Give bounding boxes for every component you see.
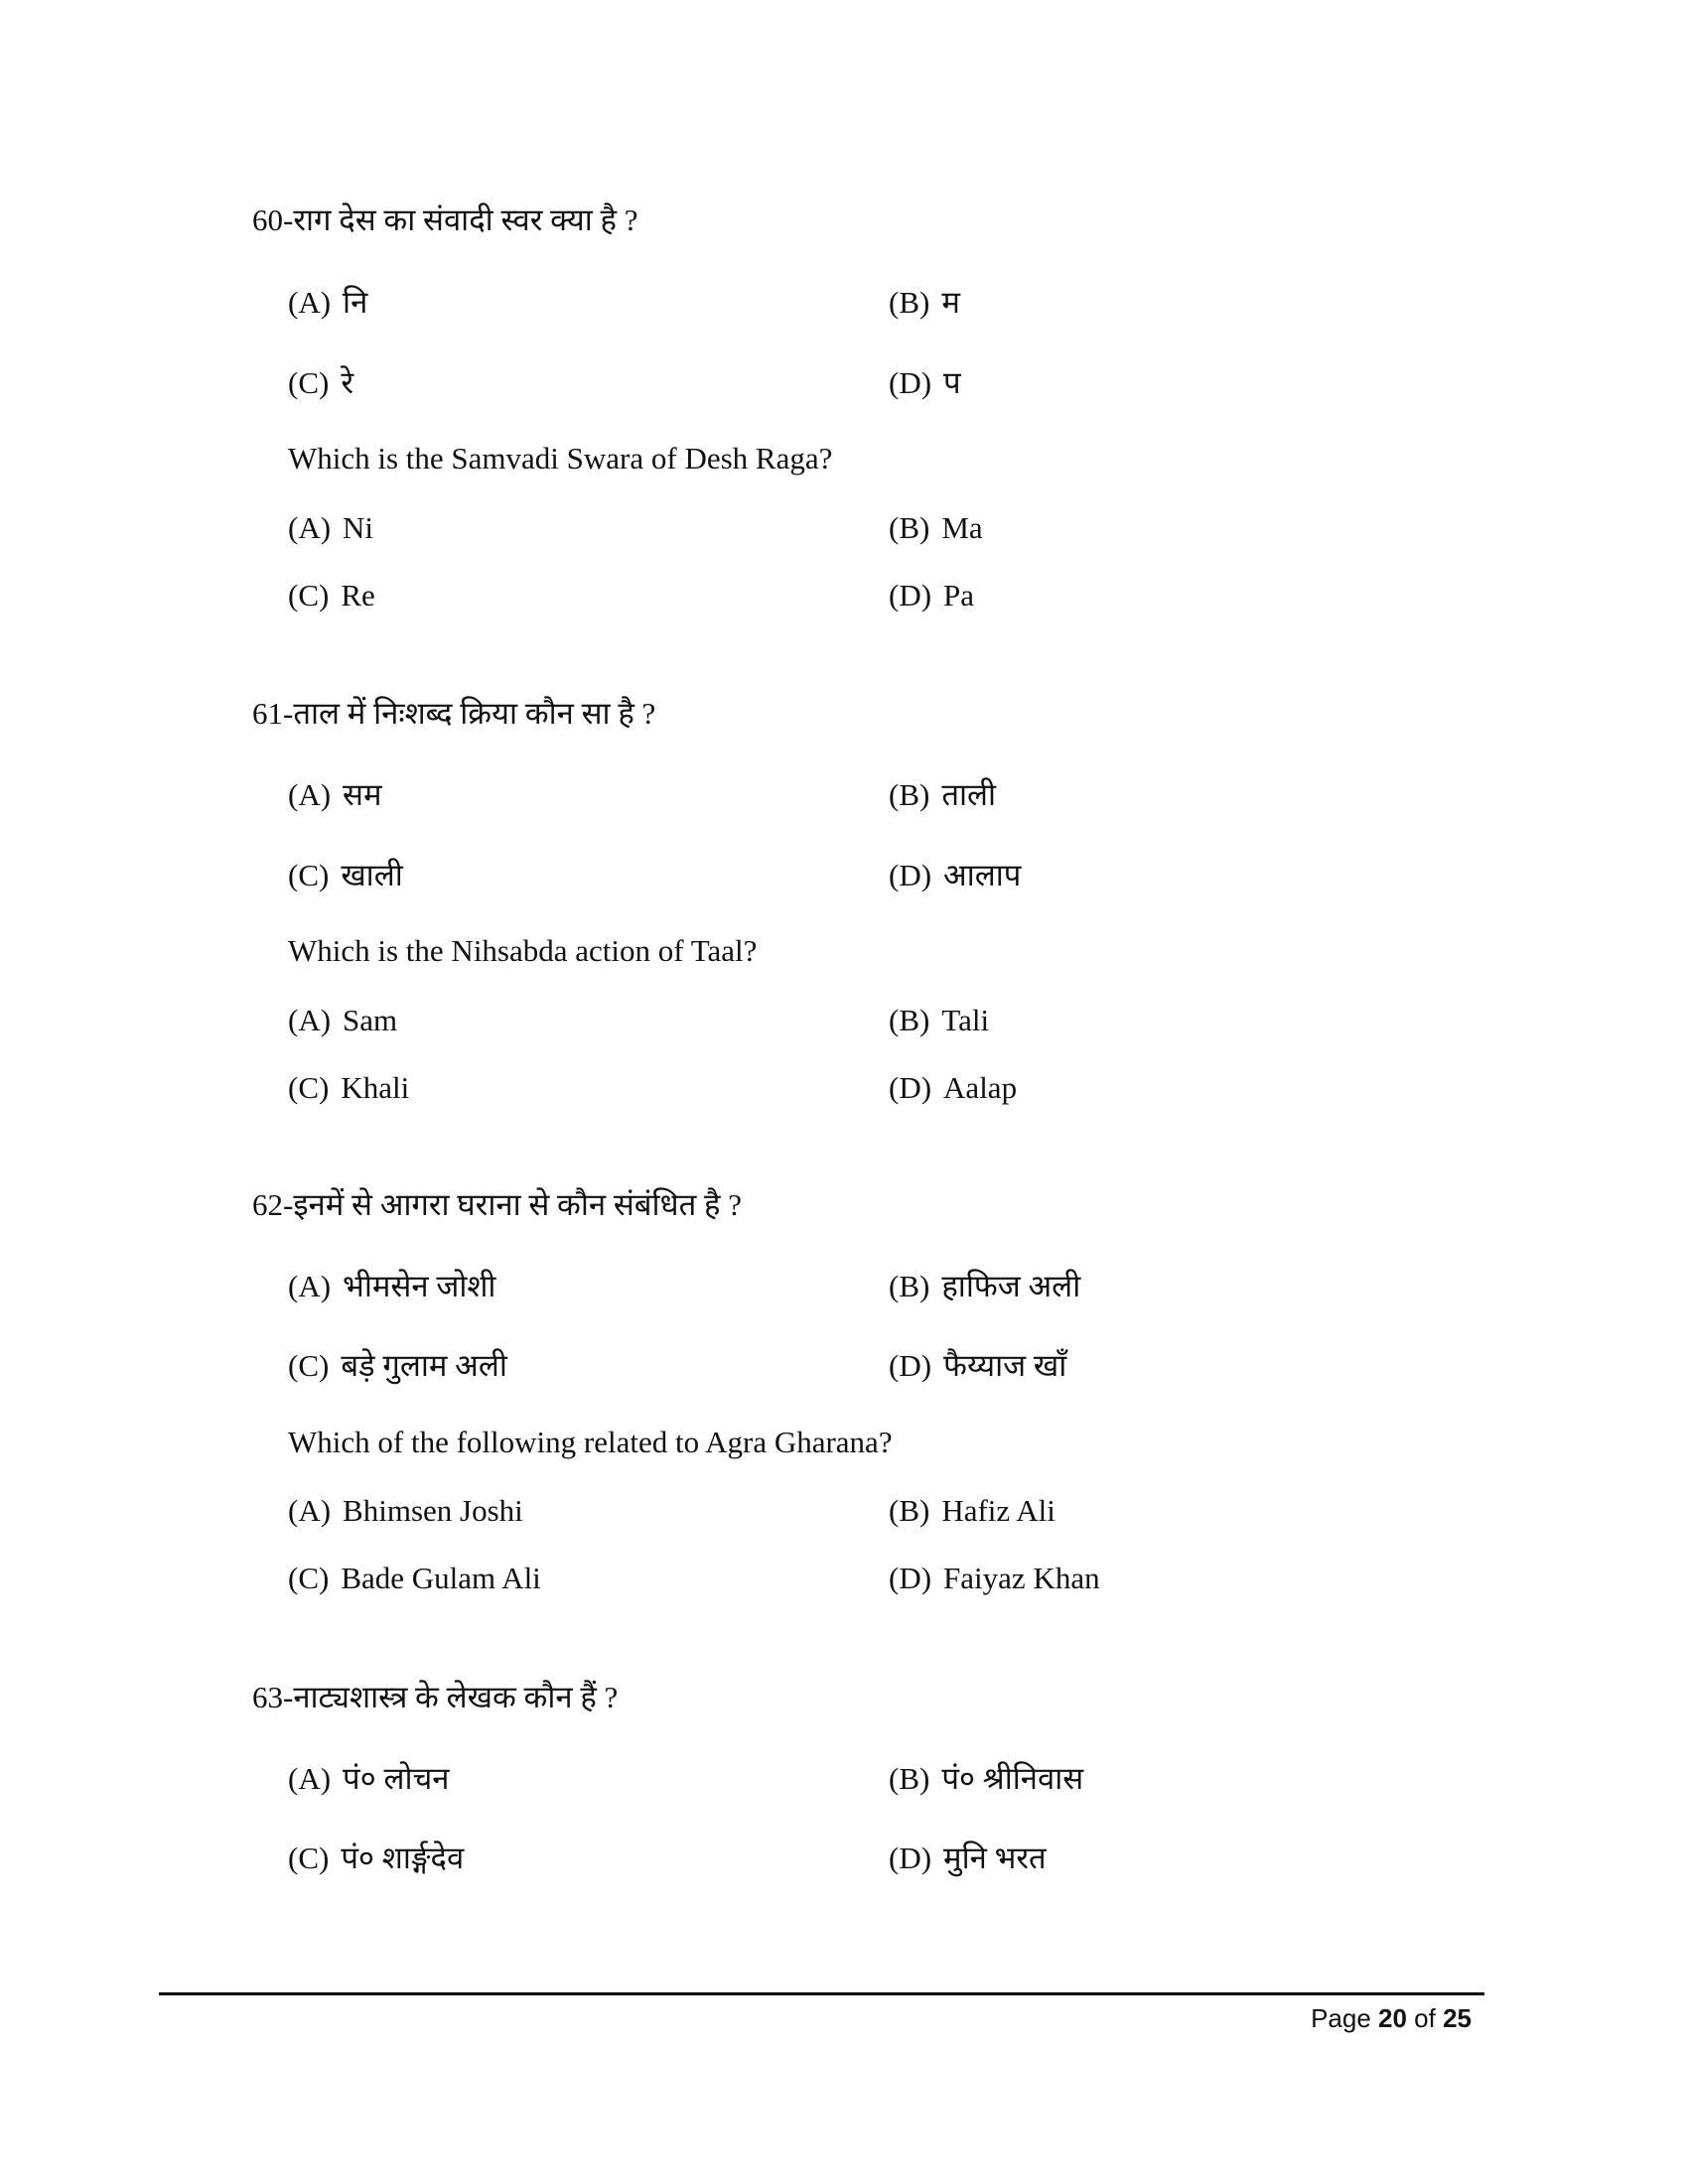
- option-hindi: [889, 1346, 1066, 1386]
- question-number: 62-: [252, 1187, 294, 1222]
- page-of: of: [1406, 2003, 1444, 2033]
- option-english: [288, 1559, 541, 1598]
- option-text: Pa: [943, 578, 975, 613]
- option-label: (B): [889, 285, 930, 320]
- option-label: (A): [288, 510, 332, 545]
- option-label: (D): [889, 365, 932, 400]
- option-text: Ni: [343, 510, 374, 545]
- option-label: (A): [288, 1269, 332, 1303]
- option-text: मुनि भरत: [943, 1841, 1047, 1875]
- option-text: फैय्याज खाँ: [943, 1348, 1067, 1383]
- option-text: Sam: [343, 1003, 398, 1037]
- option-label: (C): [288, 858, 330, 892]
- option-label: (B): [889, 1493, 930, 1528]
- option-text: Tali: [941, 1003, 990, 1037]
- option-text: पं० शार्ङ्गदेव: [341, 1841, 465, 1875]
- option-text: हाफिज अली: [941, 1269, 1081, 1303]
- option-hindi: [889, 1267, 1080, 1306]
- option-hindi: [889, 363, 961, 403]
- footer-divider: [159, 1992, 1484, 1995]
- option-label: (C): [288, 365, 330, 400]
- option-hindi: [288, 1267, 495, 1306]
- option-text: ताली: [941, 777, 997, 812]
- option-label: (B): [889, 510, 930, 545]
- question-text-hindi: इनमें से आगरा घराना से कौन संबंधित है ?: [293, 1187, 742, 1222]
- option-text: भीमसेन जोशी: [343, 1269, 496, 1303]
- option-text: म: [941, 285, 960, 320]
- option-text: रे: [341, 365, 354, 400]
- question-hindi: [252, 1678, 618, 1717]
- option-label: (D): [889, 858, 932, 892]
- option-hindi: [889, 283, 960, 323]
- option-english: [288, 576, 375, 615]
- question-number: 61-: [252, 696, 294, 731]
- option-text: पं० लोचन: [343, 1761, 450, 1796]
- question-english: [288, 931, 757, 971]
- option-hindi: [889, 856, 1021, 895]
- option-english: [288, 1068, 409, 1108]
- option-text: Hafiz Ali: [941, 1493, 1055, 1528]
- question-text-hindi: नाट्यशास्त्र के लेखक कौन हैं ?: [293, 1680, 619, 1714]
- option-text: बड़े गुलाम अली: [341, 1348, 507, 1383]
- question-hindi: [252, 694, 655, 734]
- question-english: [288, 439, 832, 478]
- option-label: (B): [889, 1003, 930, 1037]
- option-text: Re: [341, 578, 375, 613]
- question-text-english: Which is the Samvadi Swara of Desh Raga?: [288, 441, 833, 476]
- page-number: [1311, 2003, 1472, 2034]
- option-hindi: [288, 775, 382, 815]
- option-label: (A): [288, 285, 332, 320]
- option-english: [288, 508, 373, 548]
- question-text-english: Which is the Nihsabda action of Taal?: [288, 933, 758, 968]
- question-text-hindi: ताल में निःशब्द क्रिया कौन सा है ?: [293, 696, 656, 731]
- option-label: (A): [288, 1493, 332, 1528]
- option-label: (D): [889, 578, 932, 613]
- question-number: 63-: [252, 1680, 294, 1714]
- option-text: Bade Gulam Ali: [341, 1561, 541, 1595]
- option-label: (D): [889, 1841, 932, 1875]
- option-hindi: [288, 856, 403, 895]
- question-hindi: [252, 1185, 742, 1225]
- question-hindi: [252, 201, 638, 240]
- option-hindi: [288, 1346, 507, 1386]
- option-hindi: [889, 775, 996, 815]
- option-text: Bhimsen Joshi: [343, 1493, 523, 1528]
- option-label: (C): [288, 1070, 330, 1105]
- option-text: प: [943, 365, 961, 400]
- option-label: (A): [288, 1761, 332, 1796]
- option-hindi: [889, 1839, 1047, 1878]
- question-text-english: Which of the following related to Agra Gharana?: [288, 1425, 893, 1459]
- option-label: (A): [288, 1003, 332, 1037]
- option-english: [889, 508, 983, 548]
- option-label: (D): [889, 1348, 932, 1383]
- option-label: (C): [288, 1561, 330, 1595]
- option-text: नि: [343, 285, 368, 320]
- option-english: [889, 1068, 1017, 1108]
- total-pages: 25: [1443, 2003, 1472, 2033]
- option-label: (D): [889, 1561, 932, 1595]
- option-label: (B): [889, 1269, 930, 1303]
- current-page: 20: [1378, 2003, 1407, 2033]
- option-label: (A): [288, 777, 332, 812]
- option-english: [288, 1491, 523, 1531]
- option-english: [889, 1001, 989, 1040]
- option-english: [288, 1001, 397, 1040]
- option-label: (C): [288, 578, 330, 613]
- option-text: पं० श्रीनिवास: [941, 1761, 1084, 1796]
- option-english: [889, 576, 974, 615]
- option-english: [889, 1491, 1055, 1531]
- question-text-hindi: राग देस का संवादी स्वर क्या है ?: [293, 203, 638, 237]
- option-english: [889, 1559, 1100, 1598]
- option-label: (C): [288, 1348, 330, 1383]
- option-text: Faiyaz Khan: [943, 1561, 1100, 1595]
- option-text: Ma: [941, 510, 983, 545]
- option-label: (C): [288, 1841, 330, 1875]
- question-number: 60-: [252, 203, 294, 237]
- option-label: (D): [889, 1070, 932, 1105]
- option-hindi: [288, 283, 367, 323]
- option-hindi: [288, 1839, 464, 1878]
- option-text: Aalap: [943, 1070, 1018, 1105]
- option-label: (B): [889, 777, 930, 812]
- page-prefix: Page: [1311, 2003, 1379, 2033]
- question-english: [288, 1423, 893, 1462]
- option-text: Khali: [341, 1070, 410, 1105]
- option-hindi: [889, 1759, 1083, 1799]
- option-text: खाली: [341, 858, 403, 892]
- option-label: (B): [889, 1761, 930, 1796]
- option-hindi: [288, 1759, 449, 1799]
- option-text: सम: [343, 777, 382, 812]
- option-hindi: [288, 363, 353, 403]
- option-text: आलाप: [943, 858, 1022, 892]
